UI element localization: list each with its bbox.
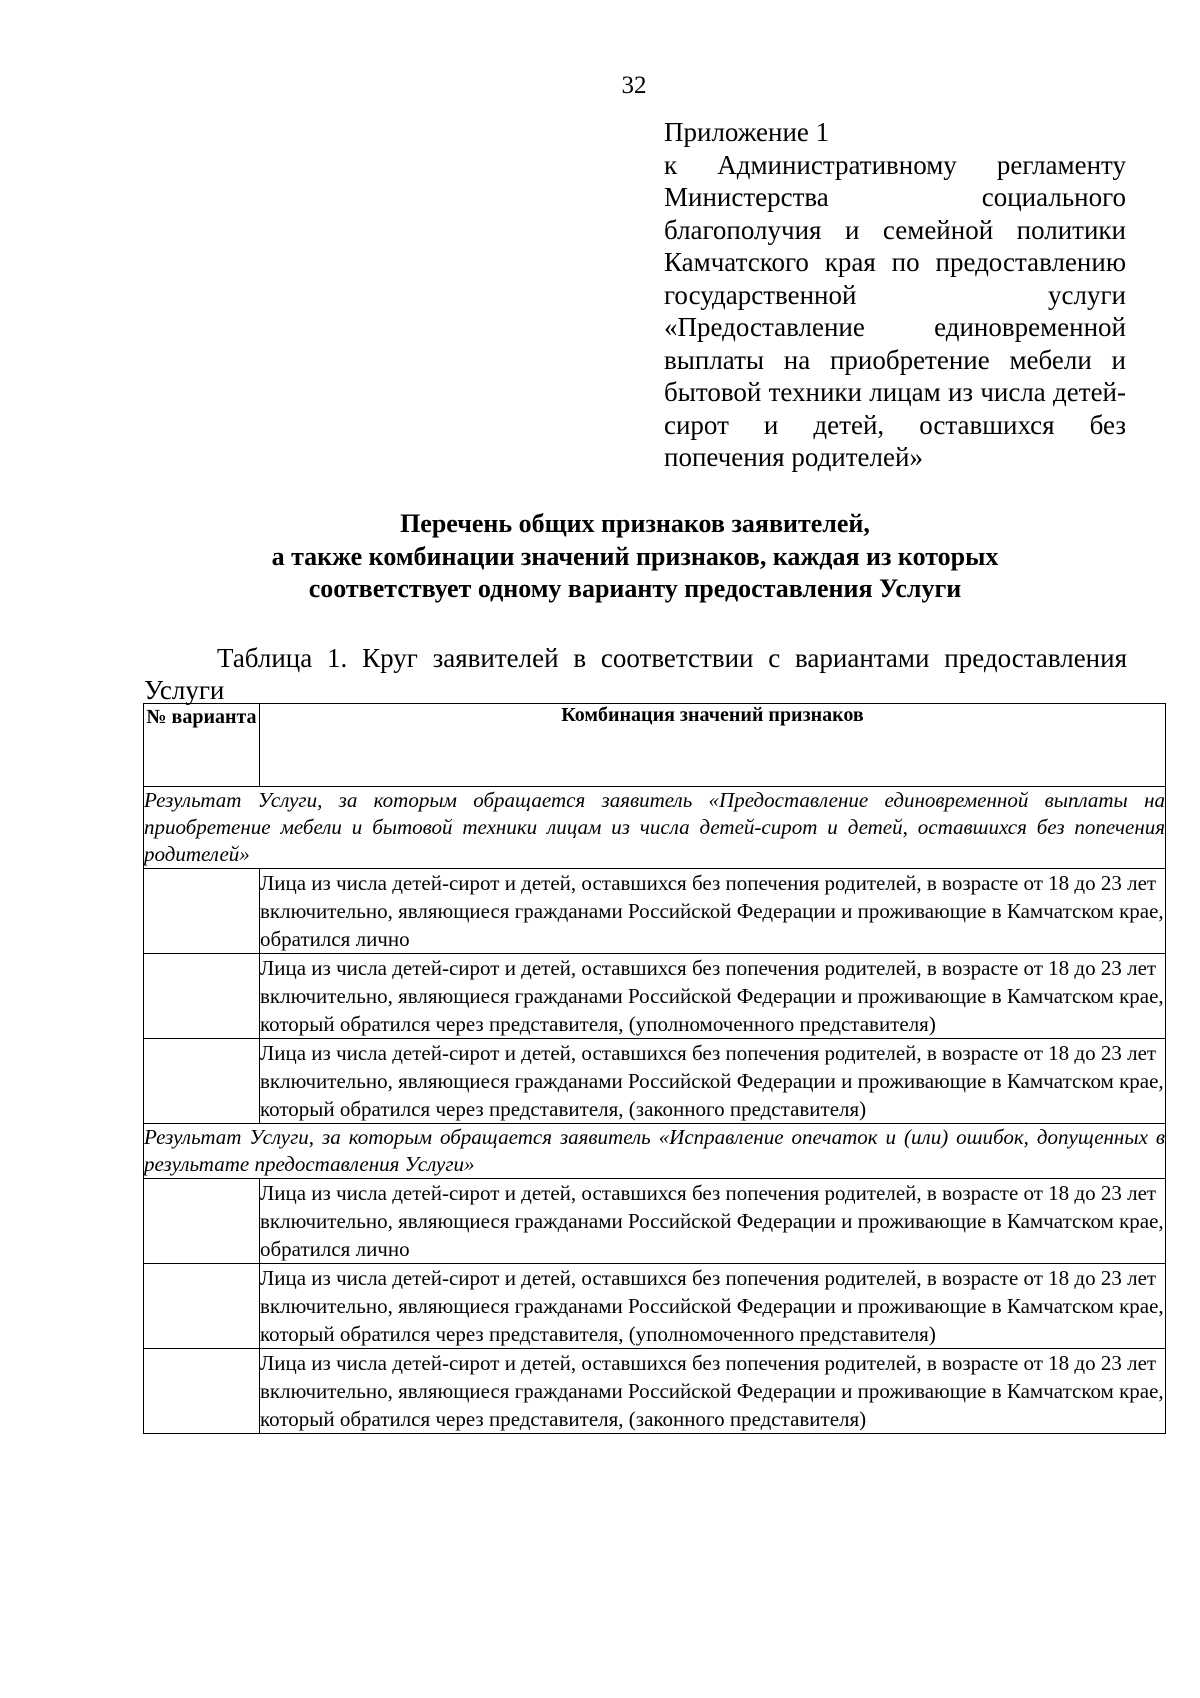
appendix-body: к Административному регламенту Министерства социального благополучия и семейной политики Камчатского края по предоставлению государственной услуги «Предоставление единовременной выплаты на приобретение мебели и бытовой техники лицам из числа детей-сирот и детей, оставшихся без попечения родителей» bbox=[664, 149, 1126, 472]
table-row bbox=[144, 1179, 1166, 1264]
variant-number-cell bbox=[144, 1179, 260, 1264]
table-row bbox=[144, 869, 1166, 954]
section-heading bbox=[130, 508, 1140, 606]
combination-cell: Лица из числа детей-сирот и детей, оставшихся без попечения родителей, в возрасте от 18 до 23 лет включительно, являющиеся гражданами Российской Федерации и проживающие в Камчатском крае, который обратился через представителя, (законного представителя) bbox=[260, 1039, 1166, 1124]
combination-cell: Лица из числа детей-сирот и детей, оставшихся без попечения родителей, в возрасте от 18 до 23 лет включительно, являющиеся гражданами Российской Федерации и проживающие в Камчатском крае, который обратился через представителя, (законного представителя) bbox=[260, 1349, 1166, 1434]
header-combination: Комбинация значений признаков bbox=[260, 704, 1166, 787]
appendix-block bbox=[664, 116, 1126, 474]
result-description: Результат Услуги, за которым обращается заявитель «Исправление опечаток и (или) ошибок, допущенных в результате предоставления Услуги» bbox=[144, 1124, 1166, 1179]
table-row bbox=[144, 1039, 1166, 1124]
result-row bbox=[144, 787, 1166, 869]
combination-cell: Лица из числа детей-сирот и детей, оставшихся без попечения родителей, в возрасте от 18 до 23 лет включительно, являющиеся гражданами Российской Федерации и проживающие в Камчатском крае, который обратился через представителя, (уполномоченного представителя) bbox=[260, 954, 1166, 1039]
variant-number-cell bbox=[144, 1039, 260, 1124]
table-row bbox=[144, 954, 1166, 1039]
table-header-row bbox=[144, 704, 1166, 787]
appendix-title: Приложение 1 bbox=[664, 117, 830, 147]
applicants-table bbox=[143, 703, 1166, 1434]
result-row bbox=[144, 1124, 1166, 1179]
variant-number-cell bbox=[144, 869, 260, 954]
variant-number-cell bbox=[144, 954, 260, 1039]
heading-line-2: а также комбинации значений признаков, каждая из которых bbox=[271, 541, 999, 571]
page-number: 32 bbox=[621, 72, 647, 99]
variant-number-cell bbox=[144, 1349, 260, 1434]
combination-cell: Лица из числа детей-сирот и детей, оставшихся без попечения родителей, в возрасте от 18 до 23 лет включительно, являющиеся гражданами Российской Федерации и проживающие в Камчатском крае, который обратился через представителя, (уполномоченного представителя) bbox=[260, 1264, 1166, 1349]
table-body bbox=[144, 787, 1166, 1434]
table-row bbox=[144, 1264, 1166, 1349]
variant-number-cell bbox=[144, 1264, 260, 1349]
heading-line-3: соответствует одному варианту предоставления Услуги bbox=[308, 574, 962, 603]
table-caption: Таблица 1. Круг заявителей в соответствии с вариантами предоставления Услуги bbox=[144, 643, 1127, 705]
result-description: Результат Услуги, за которым обращается заявитель «Предоставление единовременной выплаты на приобретение мебели и бытовой техники лицам из числа детей-сирот и детей, оставшихся без попечения родителей» bbox=[144, 787, 1166, 869]
table-row bbox=[144, 1349, 1166, 1434]
header-variant-number: № варианта bbox=[144, 704, 260, 787]
heading-line-1: Перечень общих признаков заявителей, bbox=[400, 509, 870, 538]
combination-cell: Лица из числа детей-сирот и детей, оставшихся без попечения родителей, в возрасте от 18 до 23 лет включительно, являющиеся гражданами Российской Федерации и проживающие в Камчатском крае, обратился лично bbox=[260, 869, 1166, 954]
combination-cell: Лица из числа детей-сирот и детей, оставшихся без попечения родителей, в возрасте от 18 до 23 лет включительно, являющиеся гражданами Российской Федерации и проживающие в Камчатском крае, обратился лично bbox=[260, 1179, 1166, 1264]
